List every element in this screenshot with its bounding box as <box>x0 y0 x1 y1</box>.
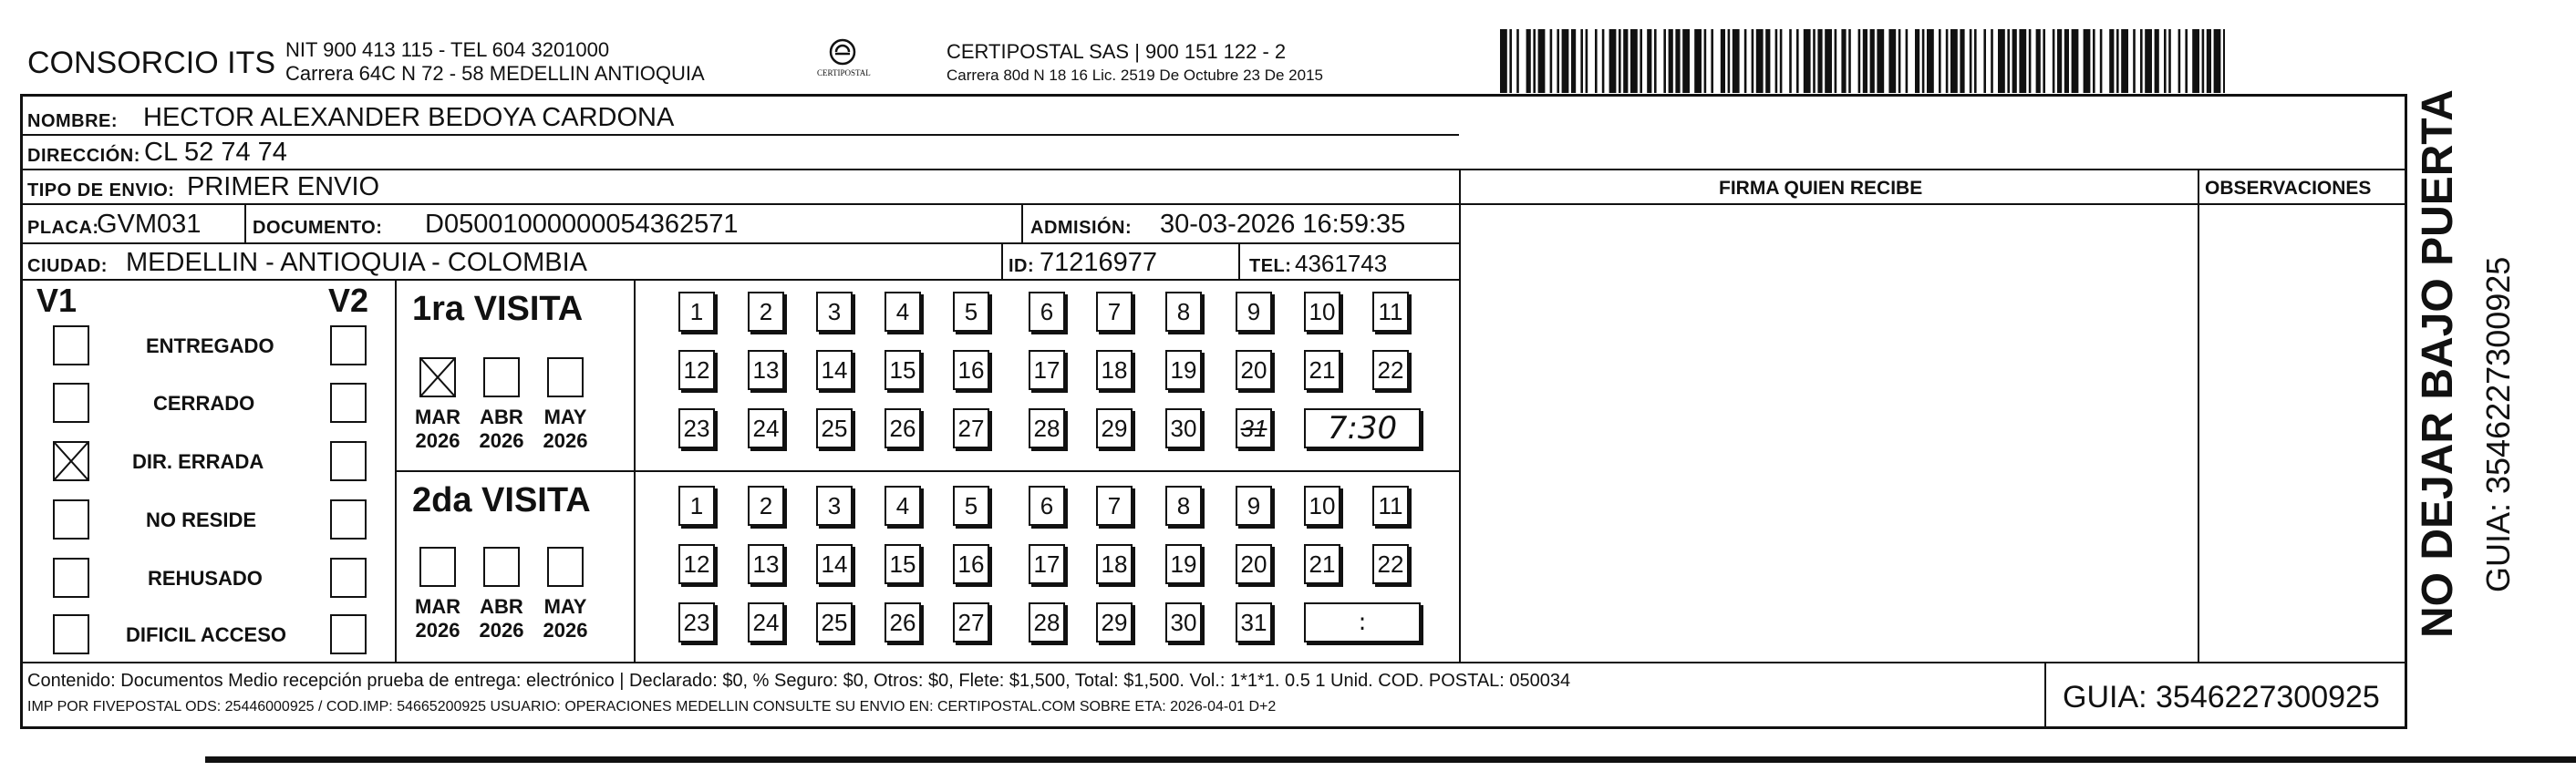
day-box[interactable]: 26 <box>885 408 921 448</box>
documento-label: DOCUMENTO: <box>253 218 383 238</box>
day-box[interactable]: 23 <box>678 408 715 448</box>
day-box[interactable]: 14 <box>816 350 853 390</box>
day-box[interactable]: 26 <box>885 602 921 642</box>
day-box[interactable]: 22 <box>1372 350 1409 390</box>
v1-checkbox[interactable] <box>53 325 89 365</box>
footer-guia: GUIA: 3546227300925 <box>2063 680 2380 714</box>
month-label: MAY <box>543 595 587 618</box>
day-box[interactable]: 24 <box>748 602 784 642</box>
v1-checkbox[interactable] <box>53 558 89 598</box>
day-box[interactable]: 29 <box>1096 408 1133 448</box>
ciudad-label: CIUDAD: <box>27 256 108 276</box>
v1-checkbox[interactable] <box>53 383 89 423</box>
day-box[interactable]: 18 <box>1096 350 1133 390</box>
day-box[interactable]: 14 <box>816 544 853 584</box>
year-label: 2026 <box>479 429 524 452</box>
day-box[interactable]: 16 <box>953 544 989 584</box>
month-label: ABR <box>480 406 523 428</box>
visit2-title: 2da VISITA <box>412 481 591 519</box>
year-label: 2026 <box>415 619 460 642</box>
day-box[interactable]: 28 <box>1029 408 1065 448</box>
day-box[interactable]: 8 <box>1165 486 1202 526</box>
tipo-envio-value: PRIMER ENVIO <box>187 172 380 201</box>
day-box[interactable]: 27 <box>953 408 989 448</box>
v2-checkbox[interactable] <box>330 614 367 654</box>
day-box[interactable]: 10 <box>1304 292 1340 332</box>
side-warning: NO DEJAR BAJO PUERTA <box>2414 89 2462 638</box>
footer-content: Contenido: Documentos Medio recepción prueba de entrega: electrónico | Declarado: $0, % Seguro: $0, Otros: $0, Flete: $1,500, Total: $1,500. Vol.: 1*1*1. 0.5 1 Unid. COD. POSTAL: 050034 <box>27 671 1571 691</box>
day-box[interactable]: 30 <box>1165 408 1202 448</box>
admision-value: 30-03-2026 16:59:35 <box>1160 210 1406 239</box>
day-box[interactable]: 15 <box>885 544 921 584</box>
day-box[interactable]: 13 <box>748 544 784 584</box>
day-box[interactable]: 2 <box>748 486 784 526</box>
company-address: Carrera 64C N 72 - 58 MEDELLIN ANTIOQUIA <box>285 62 705 85</box>
barcode <box>1500 29 2225 93</box>
firma-header: FIRMA QUIEN RECIBE <box>1719 178 1923 199</box>
day-box[interactable]: 9 <box>1236 292 1272 332</box>
day-box[interactable]: 23 <box>678 602 715 642</box>
day-box[interactable]: 11 <box>1372 292 1409 332</box>
day-box[interactable]: 2 <box>748 292 784 332</box>
day-box[interactable]: 18 <box>1096 544 1133 584</box>
observaciones-header: OBSERVACIONES <box>2205 178 2372 199</box>
day-box[interactable]: 3 <box>816 486 853 526</box>
v2-checkbox[interactable] <box>330 441 367 481</box>
day-box[interactable]: 19 <box>1165 544 1202 584</box>
status-label: DIFICIL ACCESO <box>126 623 287 646</box>
day-box[interactable]: 25 <box>816 408 853 448</box>
month-checkbox[interactable] <box>419 547 456 587</box>
day-box[interactable]: 24 <box>748 408 784 448</box>
day-box[interactable]: 11 <box>1372 486 1409 526</box>
day-box[interactable]: 4 <box>885 486 921 526</box>
day-box[interactable]: 5 <box>953 292 989 332</box>
placa-label: PLACA: <box>27 218 99 238</box>
placa-value: GVM031 <box>97 210 202 239</box>
year-label: 2026 <box>479 619 524 642</box>
footer-imp: IMP POR FIVEPOSTAL ODS: 25446000925 / COD.IMP: 54665200925 USUARIO: OPERACIONES MEDELLIN CONSULTE SU ENVIO EN: CERTIPOSTAL.COM SOBRE ETA: 2026-04-01 D+2 <box>27 699 1277 714</box>
month-checkbox[interactable] <box>547 547 584 587</box>
day-box[interactable]: 12 <box>678 544 715 584</box>
day-box[interactable]: 21 <box>1304 544 1340 584</box>
day-box[interactable]: 13 <box>748 350 784 390</box>
day-box[interactable]: 20 <box>1236 544 1272 584</box>
status-label: NO RESIDE <box>146 509 257 531</box>
v2-checkbox[interactable] <box>330 558 367 598</box>
day-box[interactable]: 29 <box>1096 602 1133 642</box>
time-box[interactable]: 7:30 <box>1304 408 1421 448</box>
day-box[interactable]: 22 <box>1372 544 1409 584</box>
day-box[interactable]: 12 <box>678 350 715 390</box>
day-box[interactable]: 5 <box>953 486 989 526</box>
nit-line: NIT 900 413 115 - TEL 604 3201000 <box>285 38 610 61</box>
v2-checkbox[interactable] <box>330 383 367 423</box>
status-label: ENTREGADO <box>146 334 274 357</box>
v1-checkbox[interactable] <box>53 614 89 654</box>
certipostal-line: CERTIPOSTAL SAS | 900 151 122 - 2 <box>947 40 1287 63</box>
v1-checkbox[interactable] <box>53 441 89 481</box>
day-box[interactable]: 1 <box>678 486 715 526</box>
day-box[interactable]: 21 <box>1304 350 1340 390</box>
day-box[interactable]: 8 <box>1165 292 1202 332</box>
month-checkbox[interactable] <box>419 357 456 397</box>
month-label: MAR <box>414 406 461 428</box>
day-box[interactable]: 17 <box>1029 544 1065 584</box>
v1-checkbox[interactable] <box>53 499 89 540</box>
direccion-label: DIRECCIÓN: <box>27 146 140 166</box>
nombre-value: HECTOR ALEXANDER BEDOYA CARDONA <box>143 103 675 132</box>
day-box[interactable]: 7 <box>1096 486 1133 526</box>
day-box[interactable]: 6 <box>1029 486 1065 526</box>
month-checkbox[interactable] <box>483 547 520 587</box>
day-box[interactable]: 31 <box>1236 408 1272 448</box>
day-box[interactable]: 19 <box>1165 350 1202 390</box>
status-label: DIR. ERRADA <box>132 450 264 473</box>
day-box[interactable]: 27 <box>953 602 989 642</box>
v2-checkbox[interactable] <box>330 325 367 365</box>
v2-header: V2 <box>328 282 369 319</box>
visit1-title: 1ra VISITA <box>412 290 584 328</box>
day-box[interactable]: 15 <box>885 350 921 390</box>
day-box[interactable]: 6 <box>1029 292 1065 332</box>
id-label: ID: <box>1009 256 1035 276</box>
direccion-value: CL 52 74 74 <box>144 138 287 167</box>
logo-text: CERTIPOSTAL <box>817 68 871 77</box>
day-box[interactable]: 7 <box>1096 292 1133 332</box>
day-box[interactable]: 25 <box>816 602 853 642</box>
day-box[interactable]: 4 <box>885 292 921 332</box>
day-box[interactable]: 3 <box>816 292 853 332</box>
certipostal-license: Carrera 80d N 18 16 Lic. 2519 De Octubre 23 De 2015 <box>947 67 1323 84</box>
certipostal-logo-icon <box>817 36 871 84</box>
id-value: 71216977 <box>1040 248 1158 277</box>
month-label: MAY <box>543 406 587 428</box>
month-label: MAR <box>414 595 461 618</box>
day-box[interactable]: 10 <box>1304 486 1340 526</box>
nombre-label: NOMBRE: <box>27 111 119 131</box>
year-label: 2026 <box>543 619 588 642</box>
month-label: ABR <box>480 595 523 618</box>
status-label: CERRADO <box>153 392 255 415</box>
v2-checkbox[interactable] <box>330 499 367 540</box>
day-box[interactable]: 31 <box>1236 602 1272 642</box>
tipo-envio-label: TIPO DE ENVIO: <box>27 180 175 200</box>
day-box[interactable]: 16 <box>953 350 989 390</box>
day-box[interactable]: 17 <box>1029 350 1065 390</box>
month-checkbox[interactable] <box>483 357 520 397</box>
time-box[interactable]: : <box>1304 602 1421 642</box>
status-label: REHUSADO <box>148 567 263 590</box>
day-box[interactable]: 30 <box>1165 602 1202 642</box>
ciudad-value: MEDELLIN - ANTIOQUIA - COLOMBIA <box>126 248 587 277</box>
tel-label: TEL: <box>1249 256 1292 276</box>
tel-value: 4361743 <box>1295 250 1388 277</box>
side-guia: GUIA: 3546227300925 <box>2479 256 2517 592</box>
year-label: 2026 <box>543 429 588 452</box>
company-name: CONSORCIO ITS <box>27 46 276 80</box>
day-box[interactable]: 20 <box>1236 350 1272 390</box>
documento-value: D05001000000054362571 <box>425 210 739 239</box>
v1-header: V1 <box>36 282 78 319</box>
admision-label: ADMISIÓN: <box>1030 218 1133 238</box>
year-label: 2026 <box>415 429 460 452</box>
day-box[interactable]: 28 <box>1029 602 1065 642</box>
day-box[interactable]: 9 <box>1236 486 1272 526</box>
month-checkbox[interactable] <box>547 357 584 397</box>
day-box[interactable]: 1 <box>678 292 715 332</box>
